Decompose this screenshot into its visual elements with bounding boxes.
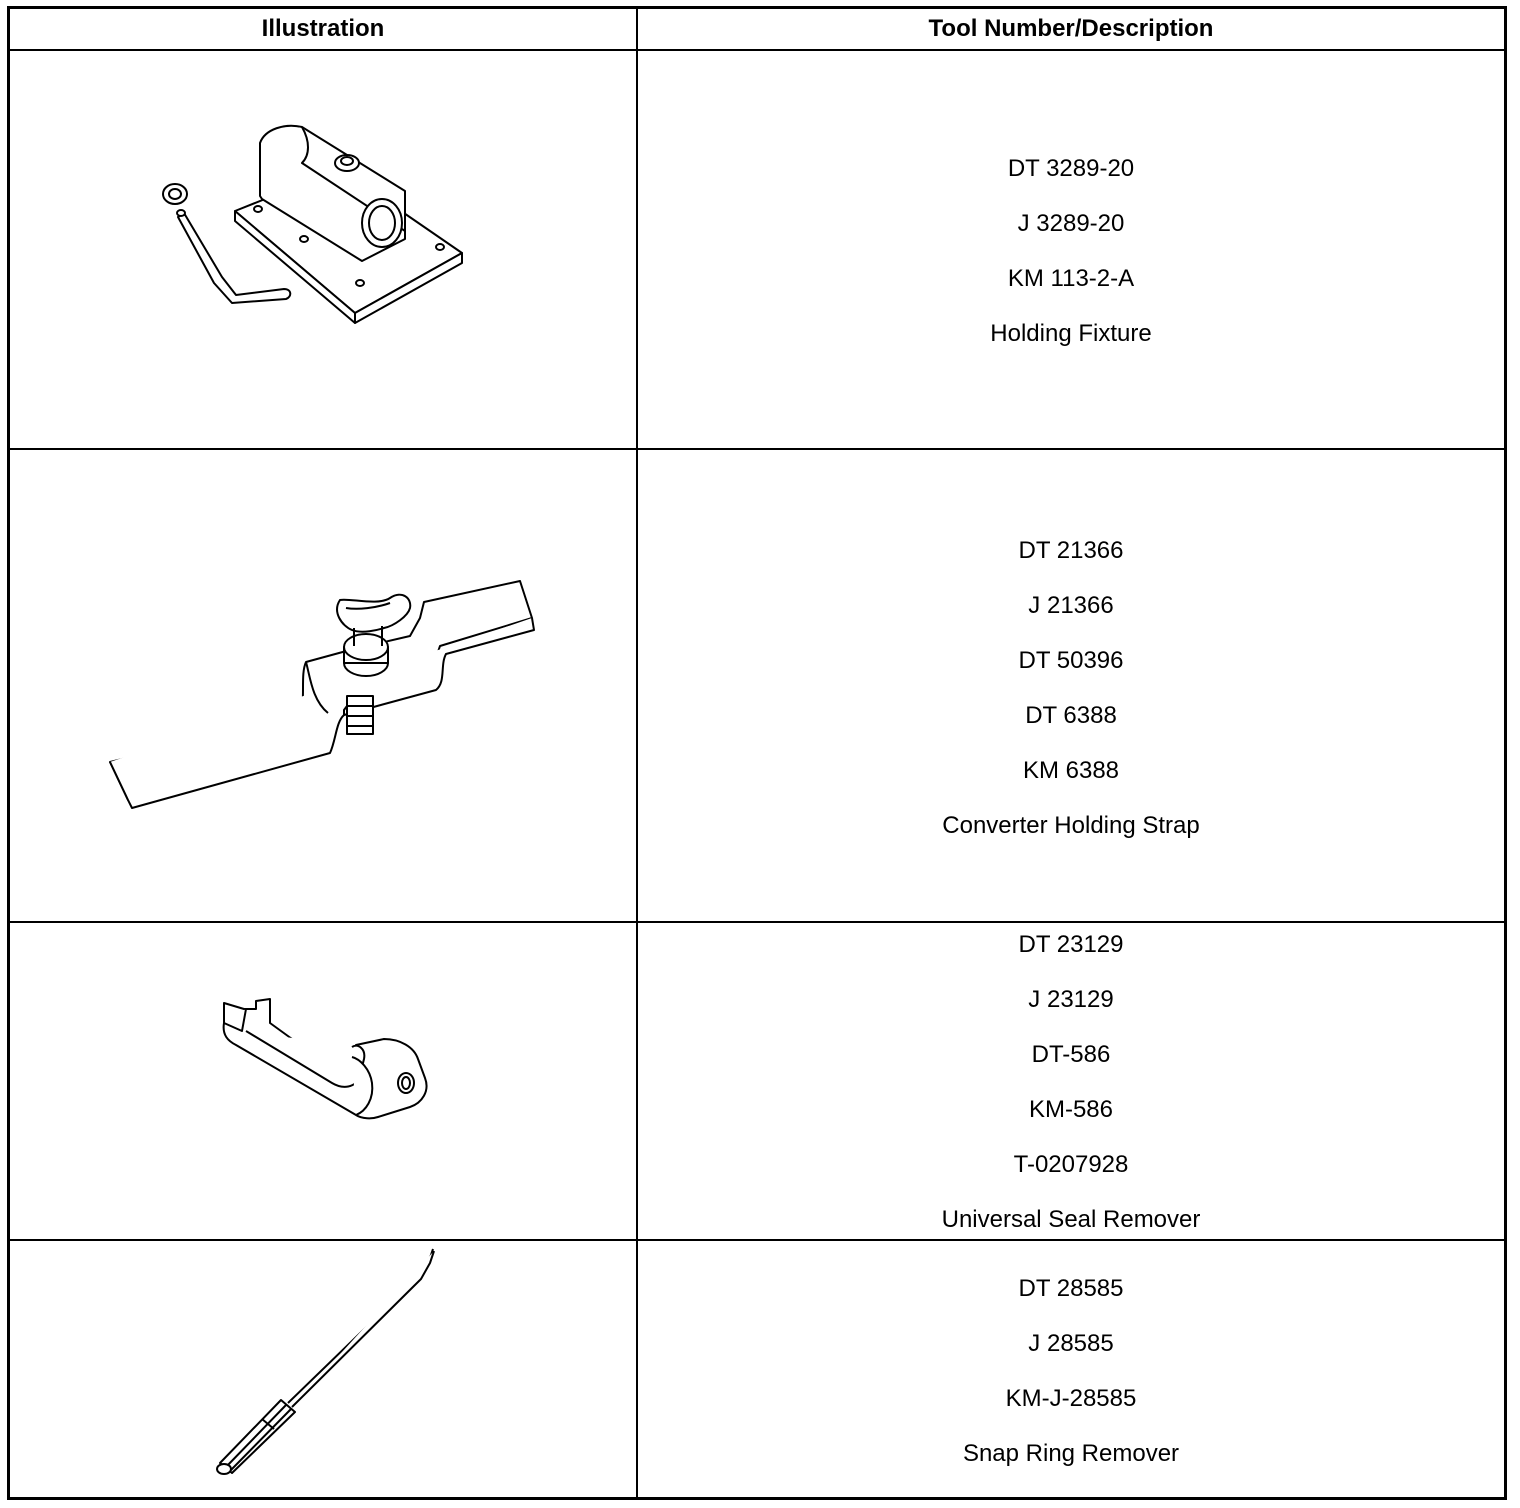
illustration-cell [10, 1241, 636, 1497]
tool-number: DT 6388 [1025, 702, 1117, 729]
illustration-cell [10, 923, 636, 1239]
tool-number: J 21366 [1028, 592, 1114, 619]
tool-number: KM 6388 [1022, 757, 1120, 784]
tool-description-cell [638, 450, 1504, 921]
illustration-cell [10, 450, 636, 921]
tool-number: KM-586 [1028, 1096, 1114, 1123]
tool-description: Universal Seal Remover [941, 1206, 1201, 1233]
tool-number: J 28585 [1028, 1330, 1114, 1357]
tool-number: DT-586 [1031, 1041, 1111, 1068]
seal-remover-icon [10, 923, 636, 1239]
tool-number: J 23129 [1028, 986, 1114, 1013]
tool-description-cell [638, 51, 1504, 448]
tool-description: Holding Fixture [990, 320, 1152, 347]
tool-number: DT 23129 [1018, 931, 1124, 958]
tool-description-cell [638, 1241, 1504, 1497]
header-illustration: Illustration [261, 15, 385, 42]
tool-number: DT 28585 [1018, 1275, 1124, 1302]
snap-ring-remover-icon [10, 1241, 636, 1497]
tool-description: Snap Ring Remover [962, 1440, 1180, 1467]
tool-number: J 3289-20 [1017, 210, 1125, 237]
header-tool-number-description: Tool Number/Description [928, 15, 1214, 42]
tool-description: Converter Holding Strap [942, 812, 1200, 839]
tool-number: DT 50396 [1018, 647, 1124, 674]
tool-number: DT 3289-20 [1007, 155, 1135, 182]
illustration-cell [10, 51, 636, 448]
converter-holding-strap-icon [10, 450, 636, 921]
tool-number: DT 21366 [1018, 537, 1124, 564]
special-tools-table [7, 6, 1507, 1500]
tool-number: KM-J-28585 [1005, 1385, 1137, 1412]
tool-description-cell [638, 923, 1504, 1239]
tool-number: T-0207928 [1013, 1151, 1129, 1178]
holding-fixture-icon [10, 51, 636, 448]
tool-number: KM 113-2-A [1007, 265, 1135, 292]
